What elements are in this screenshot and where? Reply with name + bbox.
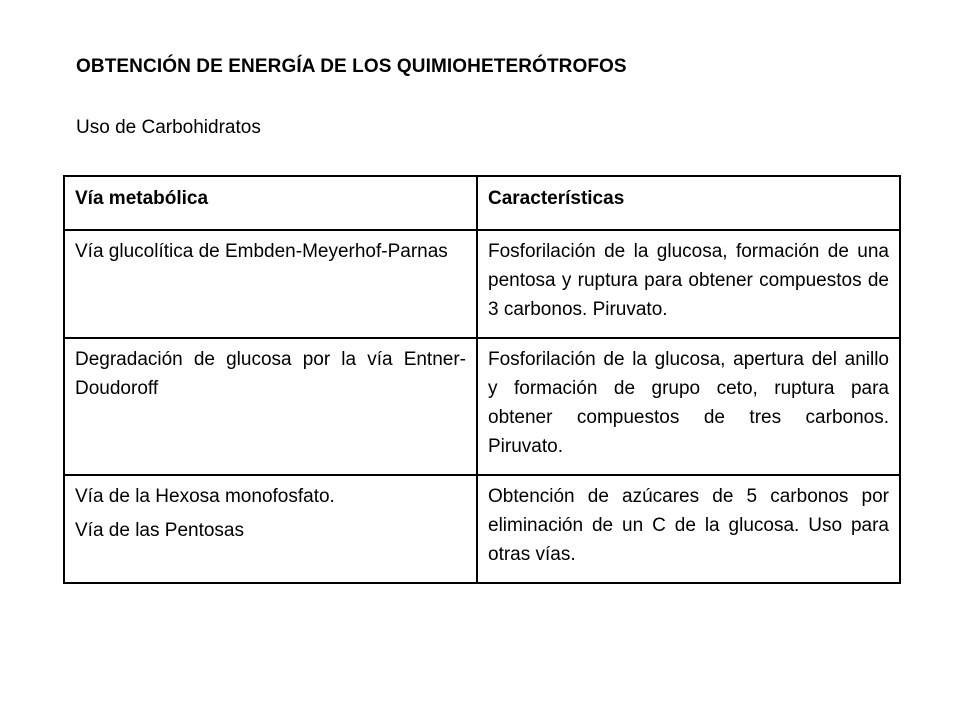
header-characteristics: Características <box>477 176 900 230</box>
page-subtitle: Uso de Carbohidratos <box>76 117 261 138</box>
pathway-name: Degradación de glucosa por la vía Entner-Doudoroff <box>75 349 466 399</box>
characteristics-cell: Obtención de azúcares de 5 carbonos por eliminación de un C de la glucosa. Uso para otras vías. <box>477 475 900 583</box>
table-row <box>64 475 900 583</box>
table-row <box>64 338 900 475</box>
pathway-name: Vía glucolítica de Embden-Meyerhof-Parnas <box>75 241 448 262</box>
header-pathway: Vía metabólica <box>64 176 477 230</box>
pathway-cell <box>64 338 477 475</box>
characteristics-cell: Fosforilación de la glucosa, apertura del anillo y formación de grupo ceto, ruptura para obtener compuestos de tres carbonos. Piruvato. <box>477 338 900 475</box>
pathway-cell <box>64 230 477 338</box>
pathway-name: Vía de las Pentosas <box>75 520 244 541</box>
metabolic-pathways-table <box>63 175 901 584</box>
characteristics-cell: Fosforilación de la glucosa, formación de una pentosa y ruptura para obtener compuestos de 3 carbonos. Piruvato. <box>477 230 900 338</box>
table-row <box>64 230 900 338</box>
pathway-cell <box>64 475 477 583</box>
table-header-row <box>64 176 900 230</box>
page-title: OBTENCIÓN DE ENERGÍA DE LOS QUIMIOHETERÓTROFOS <box>76 56 627 77</box>
pathway-name: Vía de la Hexosa monofosfato. <box>75 486 335 507</box>
